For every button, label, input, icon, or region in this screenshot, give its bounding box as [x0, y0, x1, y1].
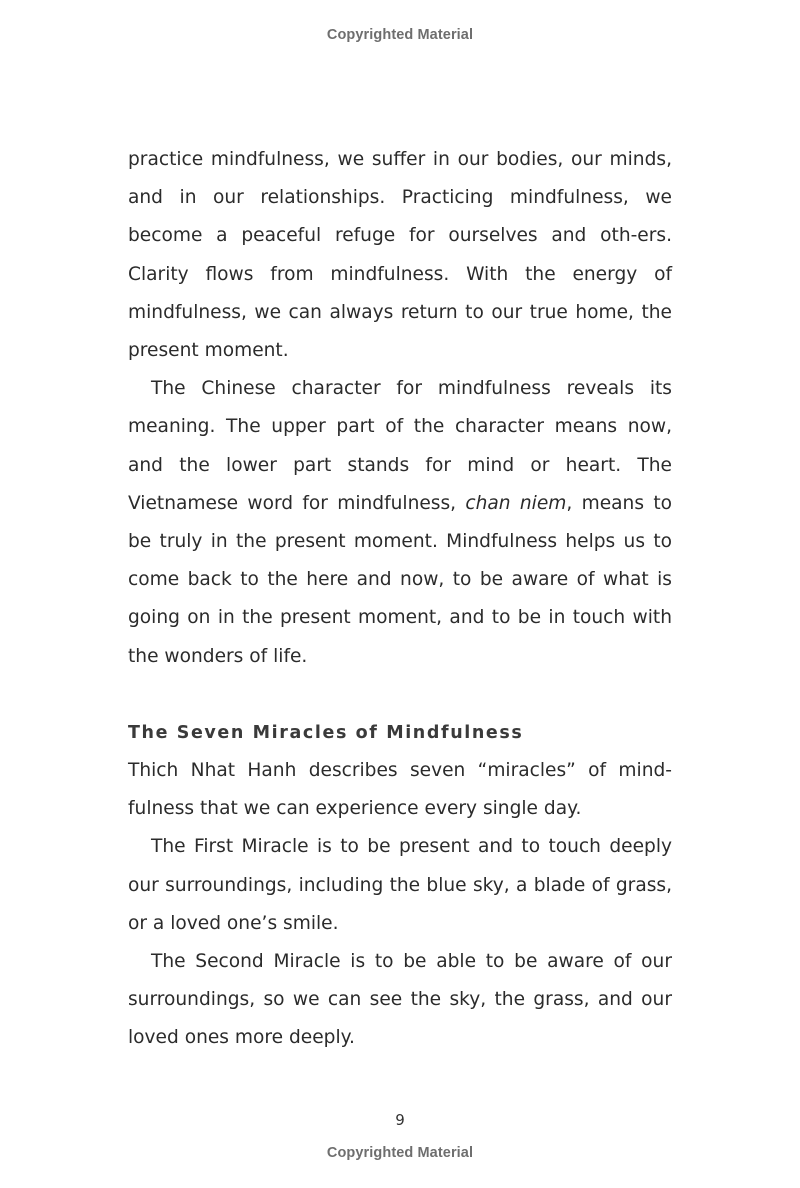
paragraph-chinese-character [128, 370, 672, 676]
paragraph-text-after-italic: , means to be truly in the present moment. Mindfulness helps us to come back to the here and now, to be aware of what is going on in the present moment, and to be in touch with the wonders of life. [128, 492, 672, 667]
section-heading: The Seven Miracles of Mindfulness [128, 722, 524, 743]
paragraph-text-before-italic: The Chinese character for mindfulness reveals its meaning. The upper part of the character means now, and the lower part stands for mind or heart. The Vietnamese word for mindfulness, [128, 378, 672, 514]
copyright-watermark-bottom: Copyrighted Material [326, 1145, 474, 1161]
paragraph-first-miracle: The First Miracle is to be present and to touch deeply our surroundings, including the blue sky, a blade of grass, or a loved one’s smile. [128, 836, 672, 934]
paragraph-continuation: practice mindfulness, we suffer in our bodies, our minds, and in our relationships. Practicing mindfulness, we become a peaceful refuge for ourselves and oth-ers. Clarity flows from mindfulness. With the energy of mindfulness, we can always return to our true home, the present moment. [128, 149, 672, 362]
paragraph-second-miracle: The Second Miracle is to be able to be aware of our surroundings, so we can see the sky, the grass, and our loved ones more deeply. [128, 951, 672, 1049]
copyright-watermark-top: Copyrighted Material [326, 27, 474, 43]
page-body-text [128, 141, 672, 1058]
paragraph-seven-miracles-intro: Thich Nhat Hanh describes seven “miracles” of mind-fulness that we can experience every single day. [128, 760, 672, 820]
italic-term-chan-niem: chan niem [465, 492, 567, 514]
page-number: 9 [395, 1111, 405, 1129]
